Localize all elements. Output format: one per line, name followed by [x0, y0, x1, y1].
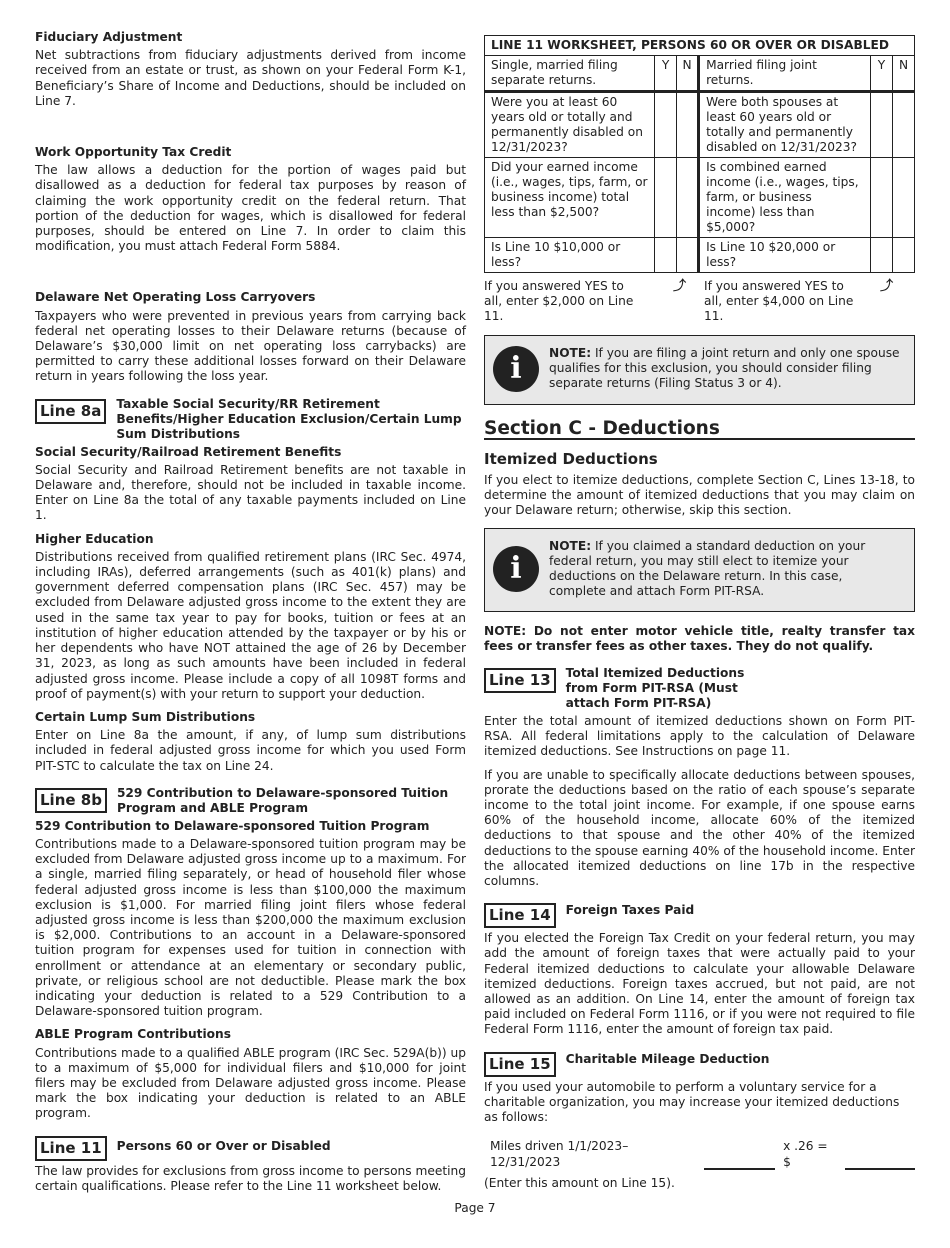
answer-single [484, 279, 704, 325]
wotc-body: The law allows a deduction for the portion of wages paid but disallowed as a deduction for federal tax purposes by reason of claiming the work opportunity credit on the federal return. That portion of the deduction for wages, which is disallowed for federal purposes, should be entered on Line 7. In order to claim this modification, you must attach Federal Form 5884. [35, 163, 466, 254]
worksheet-title: LINE 11 WORKSHEET, PERSONS 60 OR OVER OR DISABLED [485, 36, 915, 56]
line-15-title: Charitable Mileage Deduction [565, 1051, 770, 1066]
right-column [484, 35, 915, 1191]
note-text: If you claimed a standard deduction on your federal return, you may still elect to itemize your deductions on the Delaware return. In this case, complete and attach Form PIT-RSA. [549, 538, 866, 598]
worksheet-question-joint: Is combined earned income (i.e., wages, tips, farm, or business income) less than $5,000? [699, 158, 871, 238]
no-checkbox[interactable] [677, 92, 699, 158]
worksheet-right-header: Married filing joint returns. [699, 56, 871, 92]
worksheet-question-joint: Is Line 10 $20,000 or less? [699, 238, 871, 273]
line-15-label: Line 15 [484, 1052, 556, 1077]
line-8b-title: 529 Contribution to Delaware-sponsored Tuition Program and ABLE Program [116, 785, 449, 815]
no-column-header: N [677, 56, 699, 92]
nol-body: Taxpayers who were prevented in previous years from carrying back federal net operating losses to their Delaware returns (because of Delaware’s $30,000 limit on net operating loss carrybacks) are permitted to carry these additional losses forward on their Delaware return in years following the loss year. [35, 308, 466, 384]
line-8b-header [35, 786, 466, 816]
answer-single-text: If you answered YES to all, enter $2,000 on Line 11. [484, 279, 634, 324]
nol-heading: Delaware Net Operating Loss Carryovers [35, 290, 316, 305]
yes-checkbox[interactable] [655, 158, 677, 238]
wotc-heading: Work Opportunity Tax Credit [35, 145, 232, 160]
line-14-body: If you elected the Foreign Tax Credit on your federal return, you may add the amount of foreign taxes that were actually paid to your Federal itemized deductions to calculate your allowable Delaware itemized deductions. Foreign taxes accrued, but not paid, are not allowed as an addition. On Line 14, enter the amount of foreign tax paid included on Federal Form 1116, or if you were not required to file Federal Form 1116, enter the amount of foreign tax paid. [484, 931, 915, 1037]
yes-checkbox[interactable] [655, 92, 677, 158]
tuition-body: Contributions made to a Delaware-sponsored tuition program may be excluded from Delaware adjusted gross income up to a maximum. For a single, married filing separately, or head of household filer whose federal adjusted gross income is less than $100,000 the maximum exclusion is $1,000. For married filing joint filers whose federal adjusted gross income is less than $200,000 the maximum exclusion is $2,000. Contributions to an account in a Delaware-sponsored tuition program for expenses used for tuition in connection with enrollment or attendance at an elementary or secondary public, private, or religious school are not deductible. Please mark the box indicating your deduction is related to a 529 Contribution to a Delaware-sponsored tuition program. [35, 836, 466, 1019]
yes-column-header: Y [871, 56, 893, 92]
worksheet-answers [484, 279, 915, 325]
note-label: NOTE: [549, 346, 592, 361]
worksheet-row [485, 92, 915, 158]
answer-joint-text: If you answered YES to all, enter $4,000 on Line 11. [704, 279, 854, 324]
no-checkbox[interactable] [677, 158, 699, 238]
line-11-body: The law provides for exclusions from gross income to persons meeting certain qualifications. Please refer to the Line 11 worksheet below. [35, 1163, 466, 1193]
worksheet-header-row [485, 56, 915, 92]
info-icon: i [493, 546, 539, 592]
info-icon: i [493, 346, 539, 392]
yes-checkbox[interactable] [871, 92, 893, 158]
line-14-label: Line 14 [484, 903, 556, 928]
line-8a-header [35, 397, 466, 442]
worksheet-question-single: Did your earned income (i.e., wages, tips, farm, or business income) total less than $2,500? [485, 158, 655, 238]
arrow-icon: ⤴ [672, 279, 686, 294]
yes-column-header: Y [655, 56, 677, 92]
line-13-body-2: If you are unable to specifically allocate deductions between spouses, prorate the deductions based on the ratio of each spouse’s separate income to the total joint income. For example, if one spouse earns 60% of the household income, allocate 60% of the itemized deductions to that spouse and the other 40% of the itemized deductions to the spouse earning 40% of the household income. Enter the allocated itemized deductions on line 17b in the respective columns. [484, 767, 915, 889]
lump-sum-heading: Certain Lump Sum Distributions [35, 709, 256, 724]
page-number: Page 7 [454, 1201, 496, 1215]
yes-checkbox[interactable] [871, 238, 893, 273]
yes-checkbox[interactable] [871, 158, 893, 238]
line-8b-label: Line 8b [35, 788, 107, 813]
worksheet-row [485, 238, 915, 273]
able-body: Contributions made to a qualified ABLE program (IRC Sec. 529A(b)) up to a maximum of $5,000 for individual filers and $10,000 for joint filers may be excluded from Delaware adjusted gross income. Please mark the box indicating your deduction is related to an ABLE program. [35, 1045, 466, 1121]
fiduciary-body: Net subtractions from fiduciary adjustments derived from income received from an estate or trust, as shown on your Federal Form K-1, Beneficiary’s Share of Income and Deductions, should be included on Line 7. [35, 48, 466, 108]
higher-ed-heading: Higher Education [35, 531, 154, 546]
note-standard-deduction [484, 528, 915, 612]
worksheet-question-single: Were you at least 60 years old or totally and permanently disabled on 12/31/2023? [485, 92, 655, 158]
no-checkbox[interactable] [677, 238, 699, 273]
fiduciary-heading: Fiduciary Adjustment [35, 30, 183, 44]
itemized-body: If you elect to itemize deductions, complete Section C, Lines 13-18, to determine the amount of itemized deductions that you may claim on your Delaware return; otherwise, skip this section. [484, 473, 915, 518]
lump-sum-body: Enter on Line 8a the amount, if any, of lump sum distributions included in federal adjusted gross income for which you used Form PIT-STC to calculate the tax on Line 24. [35, 728, 466, 773]
no-checkbox[interactable] [893, 158, 915, 238]
line-13-header [484, 666, 915, 711]
line-13-label: Line 13 [484, 668, 556, 693]
arrow-icon: ⤴ [879, 279, 893, 294]
miles-input[interactable] [704, 1154, 776, 1170]
tuition-heading: 529 Contribution to Delaware-sponsored Tuition Program [35, 818, 430, 833]
note-text: If you are filing a joint return and only one spouse qualifies for this exclusion, you should consider filing separate returns (Filing Status 3 or 4). [549, 346, 900, 391]
line-15-enter-note: (Enter this amount on Line 15). [484, 1175, 675, 1190]
line-8a-title: Taxable Social Security/RR Retirement Benefits/Higher Education Exclusion/Certain Lump Sum Distributions [116, 396, 462, 441]
yes-checkbox[interactable] [655, 238, 677, 273]
no-column-header: N [893, 56, 915, 92]
line-13-body-1: Enter the total amount of itemized deductions shown on Form PIT-RSA. All federal limitations apply to the calculation of Delaware itemized deductions. See Instructions on page 11. [484, 714, 915, 759]
section-c-title: Section C - Deductions [484, 421, 915, 440]
line-11-label: Line 11 [35, 1136, 107, 1161]
mileage-calculation [484, 1139, 915, 1169]
able-heading: ABLE Program Contributions [35, 1027, 231, 1042]
worksheet-question-joint: Were both spouses at least 60 years old or totally and permanently disabled on 12/31/2023? [699, 92, 871, 158]
worksheet-question-single: Is Line 10 $10,000 or less? [485, 238, 655, 273]
line-14-title: Foreign Taxes Paid [565, 903, 695, 918]
higher-ed-body: Distributions received from qualified retirement plans (IRC Sec. 4974, including IRAs), deferred arrangements (such as 401(k) plans) and government deferred compensation plans (IRC Sec. 457) may be excluded from Delaware adjusted gross income to the extent they are used in the same tax year to pay for books, tuition or fees at an institution of higher education attended by the taxpayer or by his or her dependents who have NOT attained the age of 26 by December 31, 2023, as long as such amounts have been included in federal adjusted gross income. Please include a copy of all 1098T forms and proof of payment(s) with your return to support your deduction. [35, 549, 466, 701]
line-15-header [484, 1050, 915, 1077]
worksheet-title-row [485, 36, 915, 56]
line-13-title: Total Itemized Deductions from Form PIT-RSA (Must attach Form PIT-RSA) [565, 666, 745, 711]
no-checkbox[interactable] [893, 238, 915, 273]
line-11-worksheet [484, 35, 915, 273]
rate-label: x .26 = $ [783, 1139, 828, 1169]
no-checkbox[interactable] [893, 92, 915, 158]
line-15-body: If you used your automobile to perform a voluntary service for a charitable organization, you may increase your itemized deductions as follows: [484, 1079, 900, 1125]
worksheet-left-header: Single, married filing separate returns. [485, 56, 655, 92]
ss-heading: Social Security/Railroad Retirement Benefits [35, 444, 342, 459]
worksheet-row [485, 158, 915, 238]
note-label: NOTE: [549, 538, 592, 553]
line-8a-label: Line 8a [35, 399, 106, 424]
ss-body: Social Security and Railroad Retirement benefits are not taxable in Delaware and, therefore, should not be included in taxable income. Enter on Line 8a the total of any taxable payments included on Line 1. [35, 462, 466, 523]
line-11-title: Persons 60 or Over or Disabled [116, 1138, 331, 1153]
mileage-amount-input[interactable] [845, 1154, 915, 1170]
answer-joint [704, 279, 915, 325]
note-other-taxes: NOTE: Do not enter motor vehicle title, realty transfer tax fees or transfer fees as other taxes. They do not qualify. [484, 623, 915, 653]
miles-label: Miles driven 1/1/2023–12/31/2023 [490, 1139, 629, 1169]
line-14-header [484, 901, 915, 928]
note-joint-return [484, 335, 915, 405]
itemized-deductions-title: Itemized Deductions [484, 449, 658, 468]
left-column [35, 30, 466, 1194]
line-11-header [35, 1134, 466, 1161]
